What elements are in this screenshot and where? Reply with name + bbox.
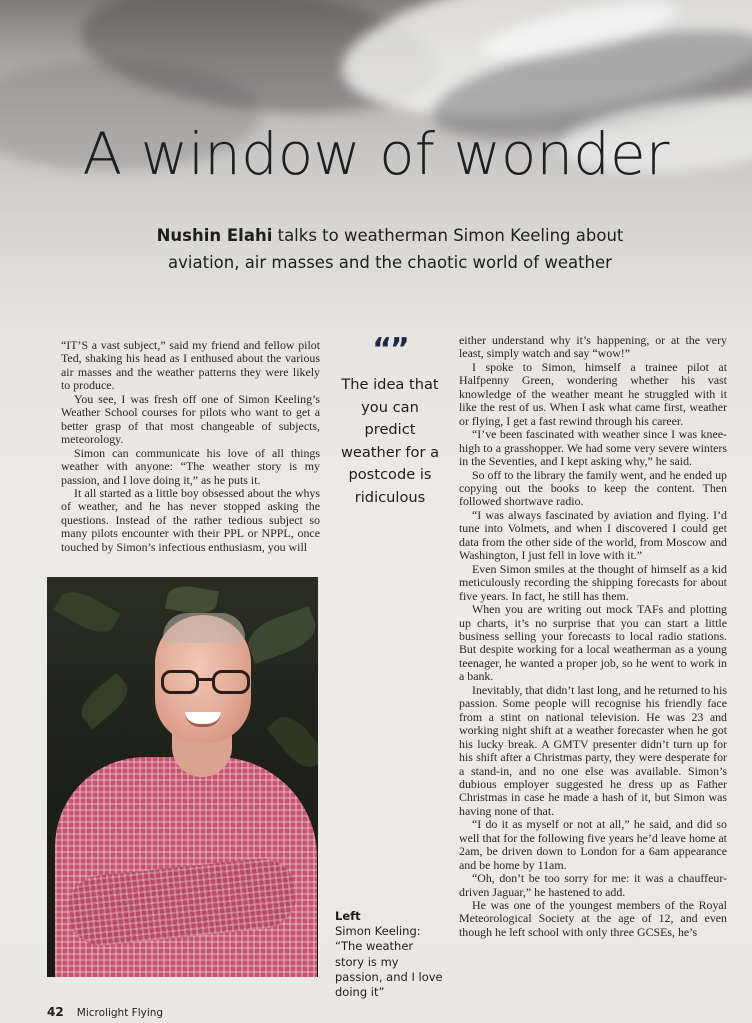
paragraph: “I’ve been fascinated with weather since I was knee-high to a grasshopper. We had some very severe winters in the Seventies, and I kept asking why,” he said. [459, 427, 727, 469]
portrait-photo [47, 577, 318, 977]
paragraph: either understand why it’s happening, or at the very least, simply watch and say “wow!” [459, 333, 727, 361]
pull-quote: The idea that you can predict weather for a postcode is ridiculous [340, 376, 440, 506]
caption-label: Left [335, 909, 361, 923]
paragraph: It all started as a little boy obsessed about the whys of weather, and he has never stopped asking the questions. Instead of the rather tedious subject so many pilots encounter with their PPL or NPPL, once touched by Simon’s infectious enthusiasm, you will [61, 485, 320, 554]
paragraph: “I do it as myself or not at all,” he said, and did so well that for the following five years he’d leave home at 2am, be driven down to London for a 6am appearance and be home by 11am. [459, 817, 727, 872]
glasses-icon [159, 670, 253, 696]
paragraph: He was one of the youngest members of the Royal Meteorological Society at the age of 12, and even though he left school with only three GCSEs, he’s [459, 898, 727, 939]
standfirst-line-2: aviation, air masses and the chaotic world of weather [168, 253, 612, 272]
lens [212, 670, 250, 694]
quote-mark-icon: “” [372, 332, 408, 367]
paragraph: “IT’S a vast subject,” said my friend and fellow pilot Ted, shaking his head as I enthused about the various air masses and the weather patterns they were likely to produce. [61, 338, 320, 393]
leaf-shape [243, 606, 318, 664]
paragraph: Simon can communicate his love of all things weather with anyone: “The weather story is my passion, and I love doing it,” as he puts it. [61, 445, 320, 487]
paragraph: I spoke to Simon, himself a trainee pilot at Halfpenny Green, wondering whether his vast knowledge of the weather meant he struggled with it like the rest of us. When I ask what came first, weather or flying, I get a fast rewind through his career. [459, 359, 727, 428]
leaf-shape [165, 583, 219, 617]
magazine-name: Microlight Flying [76, 1007, 164, 1019]
caption-text: Simon Keeling: “The weather story is my passion, and I love doing it” [335, 924, 443, 1000]
paragraph: “I was always fascinated by aviation and flying. I’d tune into Volmets, and when I discovered I could get data from the other side of the world, from Moscow and Washington, I just fell in love with it.” [459, 507, 727, 563]
body-column-left [61, 339, 320, 554]
photo-caption [335, 909, 445, 1000]
body-column-right [459, 334, 727, 939]
paragraph: So off to the library the family went, and he ended up copying out the books to keep the content. Then followed shortwave radio. [459, 467, 727, 509]
article-headline: A window of wonder [82, 120, 670, 188]
paragraph: “Oh, don’t be too sorry for me: it was a chauffeur-driven Jaguar,” he hastened to add. [459, 871, 727, 899]
leaf-shape [54, 584, 121, 640]
page-number: 42 [47, 1005, 64, 1019]
standfirst-line-1: talks to weatherman Simon Keeling about [272, 226, 624, 245]
leaf-shape [266, 709, 318, 774]
author-name: Nushin Elahi [156, 226, 273, 245]
paragraph: Even Simon smiles at the thought of himself as a kid meticulously recording the shipping forecasts for about five years. In fact, he still has them. [459, 561, 727, 603]
leaf-shape [74, 673, 134, 730]
paragraph: You see, I was fresh off one of Simon Keeling’s Weather School courses for pilots who want to get a better grasp of that most changeable of subjects, meteorology. [61, 391, 320, 447]
article-standfirst [150, 222, 630, 276]
paragraph: When you are writing out mock TAFs and plotting up charts, it’s no surprise that you can start a little business selling your forecasts to local radio stations. But despite working for a local weatherman as a young teenager, he wanted a proper job, so he went to work in a bank. [459, 602, 727, 684]
hair [163, 613, 245, 643]
lens [161, 670, 199, 694]
paragraph: Inevitably, that didn’t last long, and he returned to his passion. Some people will recognise his friendly face from a stint on national television. He was 23 and working night shift at a weather forecaster when he got his lucky break. A GMTV presenter didn’t turn up for his shift after a Christmas party, they were desperate for a stand-in, and no one else was available. Simon’s dubious employer suggested he dress up as Father Christmas in case he made a hash of it, but Simon was having none of that. [459, 682, 727, 818]
page-footer [47, 1001, 163, 1020]
